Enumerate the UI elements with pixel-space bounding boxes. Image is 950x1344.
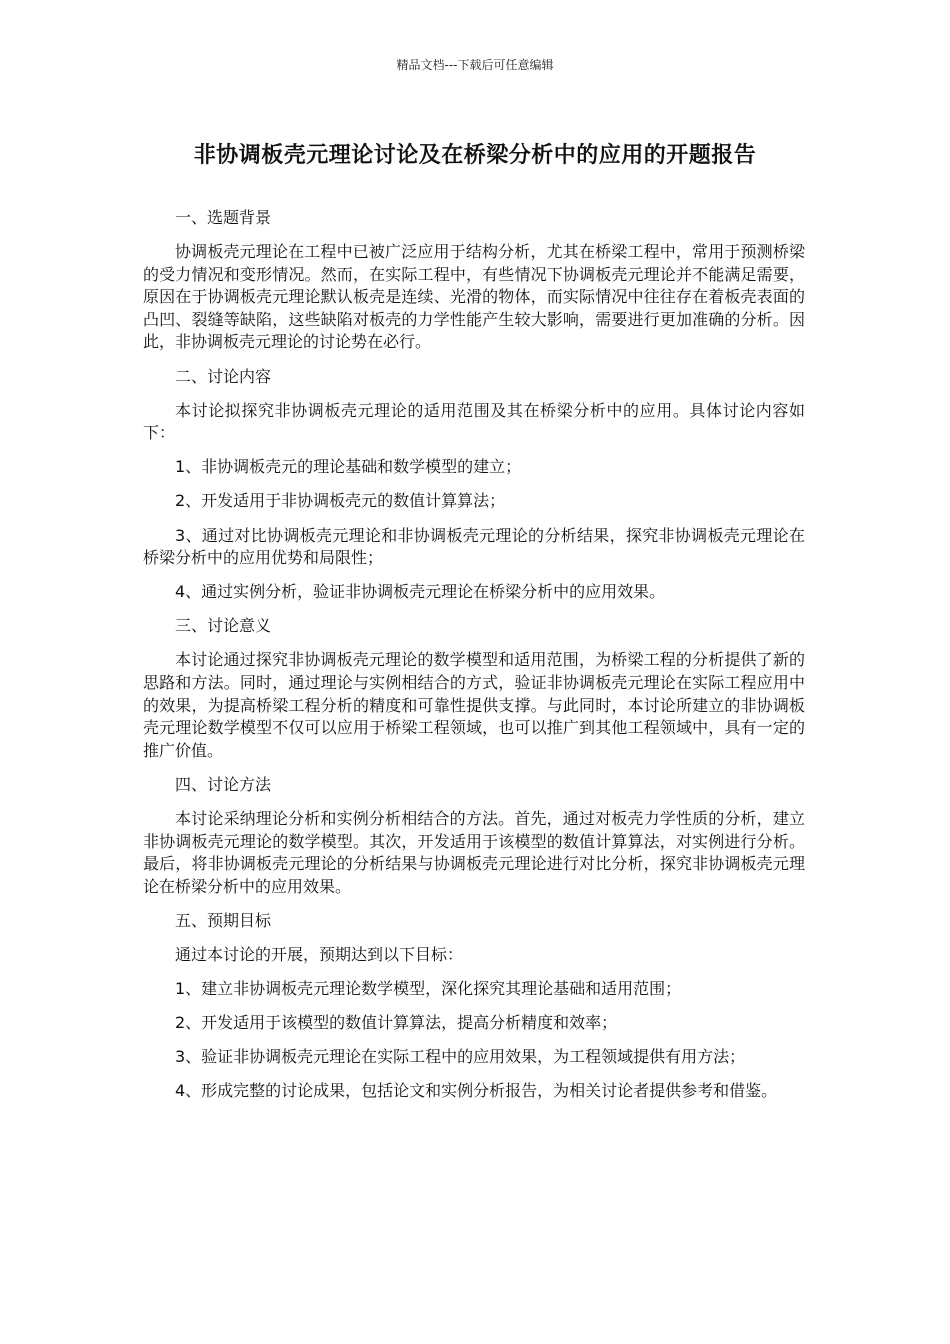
list-item-goal-3: 3、验证非协调板壳元理论在实际工程中的应用效果，为工程领域提供有用方法； — [175, 1047, 746, 1067]
paragraph-goals-intro: 通过本讨论的开展，预期达到以下目标： — [175, 944, 464, 964]
list-item-goal-2: 2、开发适用于该模型的数值计算算法，提高分析精度和效率； — [175, 1013, 618, 1033]
list-item-goal-1: 1、建立非协调板壳元理论数学模型，深化探究其理论基础和适用范围； — [175, 979, 682, 999]
header-note: 精品文档---下载后可任意编辑 — [396, 58, 554, 72]
document-body — [143, 207, 805, 1103]
list-item-content-4: 4、通过实例分析，验证非协调板壳元理论在桥梁分析中的应用效果。 — [175, 582, 666, 602]
section-heading-significance: 三、讨论意义 — [175, 616, 272, 636]
section-heading-content: 二、讨论内容 — [175, 366, 272, 386]
list-item-goal-4: 4、形成完整的讨论成果，包括论文和实例分析报告，为相关讨论者提供参考和借鉴。 — [175, 1081, 778, 1101]
section-heading-goals: 五、预期目标 — [175, 910, 272, 930]
section-heading-method: 四、讨论方法 — [175, 774, 272, 794]
list-item-content-3: 3、通过对比协调板壳元理论和非协调板壳元理论的分析结果，探究非协调板壳元理论在桥梁分析中的应用优势和局限性； — [143, 525, 805, 568]
list-item-content-2: 2、开发适用于非协调板壳元的数值计算算法； — [175, 491, 506, 511]
document-title: 非协调板壳元理论讨论及在桥梁分析中的应用的开题报告 — [193, 143, 757, 168]
paragraph-content-intro: 本讨论拟探究非协调板壳元理论的适用范围及其在桥梁分析中的应用。具体讨论内容如下： — [143, 400, 805, 443]
list-item-content-1: 1、非协调板壳元的理论基础和数学模型的建立； — [175, 457, 522, 477]
paragraph-background: 协调板壳元理论在工程中已被广泛应用于结构分析，尤其在桥梁工程中，常用于预测桥梁的受力情况和变形情况。然而，在实际工程中，有些情况下协调板壳元理论并不能满足需要，原因在于协调板壳元理论默认板壳是连续、光滑的物体，而实际情况中往往存在着板壳表面的凸凹、裂缝等缺陷，这些缺陷对板壳的力学性能产生较大影响，需要进行更加准确的分析。因此，非协调板壳元理论的讨论势在必行。 — [143, 242, 805, 352]
paragraph-method: 本讨论采纳理论分析和实例分析相结合的方法。首先，通过对板壳力学性质的分析，建立非协调板壳元理论的数学模型。其次，开发适用于该模型的数值计算算法，对实例进行分析。最后，将非协调板壳元理论的分析结果与协调板壳元理论进行对比分析，探究非协调板壳元理论在桥梁分析中的应用效果。 — [143, 808, 805, 896]
section-heading-background: 一、选题背景 — [175, 208, 272, 227]
paragraph-significance: 本讨论通过探究非协调板壳元理论的数学模型和适用范围，为桥梁工程的分析提供了新的思路和方法。同时，通过理论与实例相结合的方式，验证非协调板壳元理论在实际工程应用中的效果，为提高桥梁工程分析的精度和可靠性提供支撑。与此同时，本讨论所建立的非协调板壳元理论数学模型不仅可以应用于桥梁工程领域，也可以推广到其他工程领域中，具有一定的推广价值。 — [143, 650, 805, 760]
